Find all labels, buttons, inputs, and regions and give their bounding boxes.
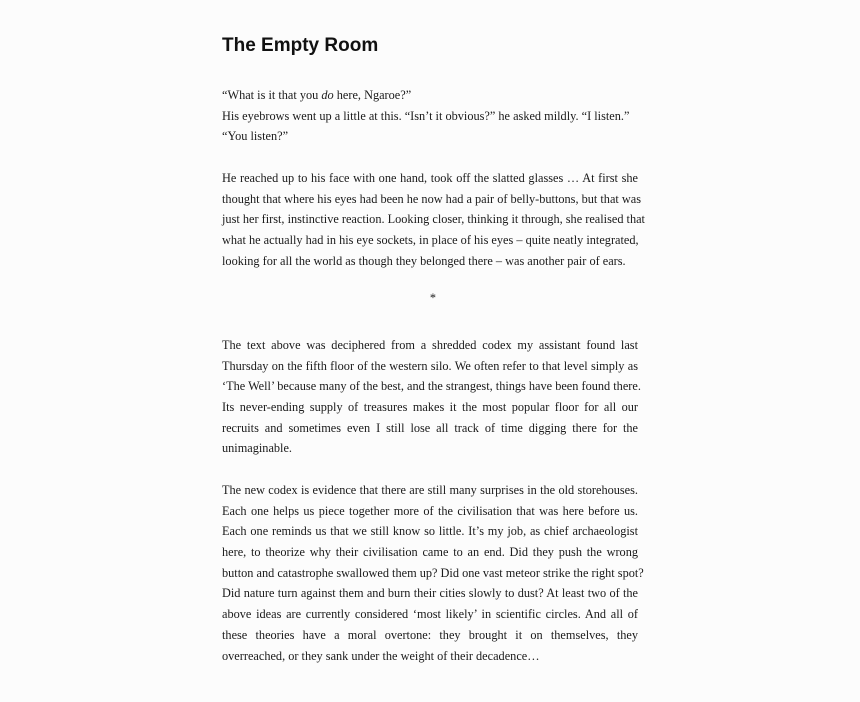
text-line: what he actually had in his eye sockets, in place of his eyes – quite neatly integrated, <box>222 233 639 248</box>
text-line: The new codex is evidence that there are still many surprises in the old storehouses. <box>222 483 638 497</box>
text-line: Each one helps us piece together more of the civilisation that was here before us. <box>222 503 638 518</box>
paragraph-2 <box>222 335 641 459</box>
text-line: these theories have a moral overtone: they brought it on themselves, they <box>222 627 638 642</box>
dialogue-block <box>222 85 638 147</box>
text-line: unimaginable. <box>222 441 293 456</box>
text-line: Thursday on the fifth floor of the western silo. We often refer to that level simply as <box>222 358 638 373</box>
text-line: just her first, instinctive reaction. Looking closer, thinking it through, she realised that <box>222 212 645 227</box>
page-title: The Empty Room <box>222 35 379 56</box>
paragraph-3 <box>222 480 644 666</box>
text-line: He reached up to his face with one hand, took off the slatted glasses … At first she <box>222 171 638 185</box>
text-line: Each one reminds us that we still know so little. It’s my job, as chief archaeologist <box>222 524 638 539</box>
text-line: thought that where his eyes had been he now had a pair of belly-buttons, but that was <box>222 191 642 206</box>
text-line: ‘The Well’ because many of the best, and the strangest, things have been found there. <box>222 379 641 394</box>
text-line: overreached, or they sank under the weight of their decadence… <box>222 648 540 663</box>
paragraph-1 <box>222 168 645 271</box>
text-line: The text above was deciphered from a shredded codex my assistant found last <box>222 338 638 352</box>
dialogue-line: “You listen?” <box>222 129 289 144</box>
emphasis: do <box>321 88 334 102</box>
text-line: Its never-ending supply of treasures makes it the most popular floor for all our <box>222 400 638 415</box>
section-separator: * <box>429 291 437 305</box>
text-line: Did nature turn against them and burn their cities slowly to dust? At least two of the <box>222 586 638 601</box>
text-line: recruits and sometimes even I still lose all track of time digging there for the <box>222 420 638 435</box>
text-line: looking for all the world as though they belonged there – was another pair of ears. <box>222 253 626 268</box>
dialogue-line: “What is it that you do here, Ngaroe?” <box>222 88 412 102</box>
dialogue-line: His eyebrows went up a little at this. “Isn’t it obvious?” he asked mildly. “I listen.” <box>222 108 630 123</box>
text-line: above ideas are currently considered ‘most likely’ in scientific circles. And all of <box>222 607 638 622</box>
text-line: button and catastrophe swallowed them up? Did one vast meteor strike the right spot? <box>222 565 644 580</box>
text-line: here, to theorize why their civilisation came to an end. Did they push the wrong <box>222 545 638 560</box>
